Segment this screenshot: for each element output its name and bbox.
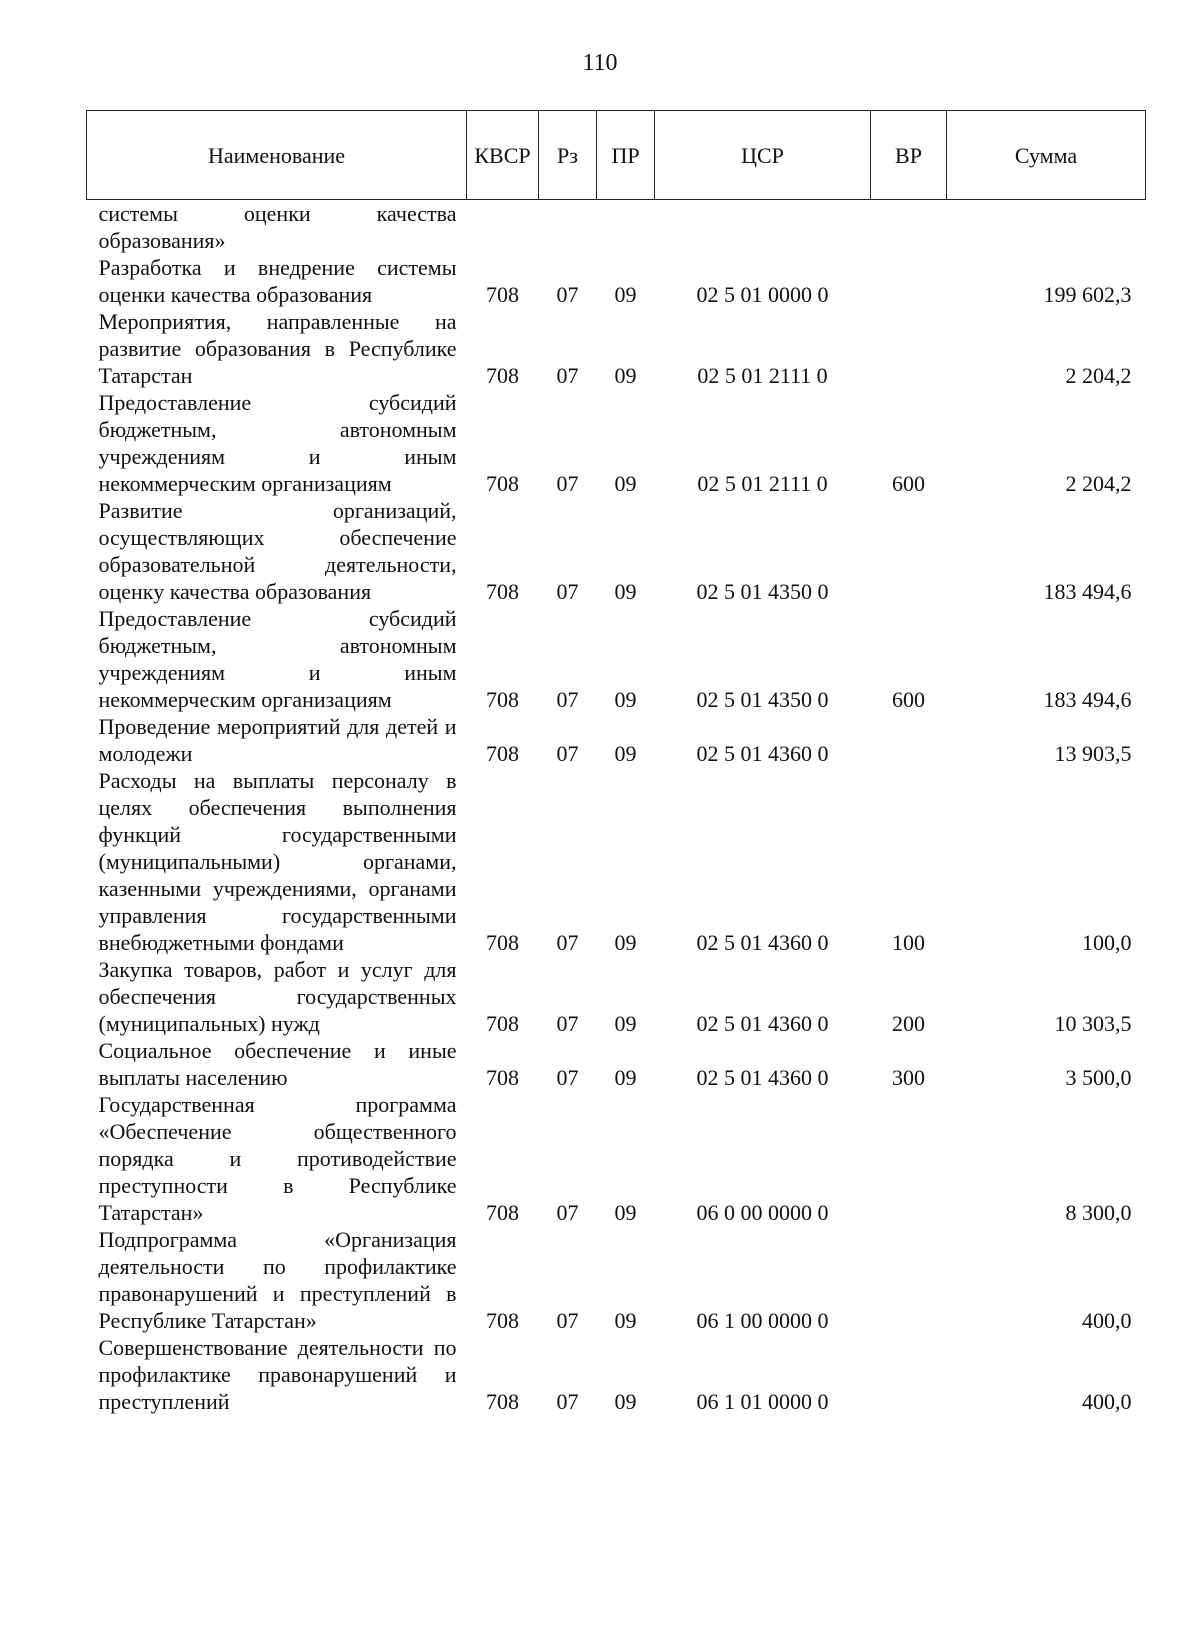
cell-sum: 100,0 (1082, 930, 1132, 955)
page-number: 110 (582, 50, 618, 76)
cell-rz: 07 (556, 1065, 579, 1090)
cell-csr: 02 5 01 4360 0 (696, 930, 829, 955)
cell-pr: 09 (614, 1389, 637, 1414)
cell-pr (597, 200, 655, 255)
cell-rz: 07 (556, 579, 579, 604)
cell-kvsr: 708 (486, 1011, 519, 1036)
cell-vr (871, 1226, 947, 1334)
cell-csr: 02 5 01 0000 0 (696, 282, 829, 307)
cell-pr: 09 (614, 579, 637, 604)
cell-kvsr: 708 (486, 1065, 519, 1090)
cell-vr (871, 308, 947, 389)
cell-sum: 8 300,0 (1065, 1200, 1132, 1225)
cell-csr: 02 5 01 2111 0 (697, 471, 828, 496)
cell-sum: 2 204,2 (1065, 363, 1132, 388)
cell-vr (871, 497, 947, 605)
cell-pr: 09 (614, 363, 637, 388)
cell-rz: 07 (556, 741, 579, 766)
table-row (87, 497, 1146, 605)
table-row (87, 1091, 1146, 1226)
cell-sum: 10 303,5 (1054, 1011, 1132, 1036)
table-row (87, 1226, 1146, 1334)
cell-name: Развитие организаций, осуществляющих обеспечение образовательной деятельности, оценку качества образования (98, 498, 457, 604)
cell-vr (871, 1091, 947, 1226)
cell-rz: 07 (556, 1308, 579, 1333)
cell-rz: 07 (556, 1389, 579, 1414)
cell-kvsr: 708 (486, 282, 519, 307)
cell-sum: 13 903,5 (1054, 741, 1132, 766)
cell-rz: 07 (556, 363, 579, 388)
cell-kvsr: 708 (486, 363, 519, 388)
cell-sum: 183 494,6 (1043, 687, 1132, 712)
table-row (87, 767, 1146, 956)
cell-csr: 02 5 01 4360 0 (696, 1065, 829, 1090)
cell-rz: 07 (556, 1011, 579, 1036)
cell-name: Закупка товаров, работ и услуг для обеспечения государственных (муниципальных) нужд (98, 957, 457, 1036)
cell-name: Разработка и внедрение системы оценки качества образования (98, 255, 457, 307)
cell-sum: 183 494,6 (1043, 579, 1132, 604)
cell-pr: 09 (614, 687, 637, 712)
cell-csr: 06 1 01 0000 0 (696, 1389, 829, 1414)
header-name: Наименование (87, 111, 467, 200)
cell-pr: 09 (614, 471, 637, 496)
cell-pr: 09 (614, 930, 637, 955)
table-row (87, 1037, 1146, 1091)
cell-sum: 400,0 (1082, 1389, 1132, 1414)
cell-kvsr: 708 (486, 1200, 519, 1225)
cell-kvsr (467, 200, 539, 255)
cell-pr: 09 (614, 282, 637, 307)
cell-csr (655, 200, 871, 255)
cell-name: Социальное обеспечение и иные выплаты населению (98, 1038, 457, 1090)
cell-csr: 02 5 01 4360 0 (696, 1011, 829, 1036)
cell-kvsr: 708 (486, 1389, 519, 1414)
cell-sum: 400,0 (1082, 1308, 1132, 1333)
header-pr: ПР (597, 111, 655, 200)
cell-rz: 07 (556, 471, 579, 496)
table-row (87, 308, 1146, 389)
cell-name: Подпрограмма «Организация деятельности по профилактике правонарушений и преступлений в Республике Татарстан» (98, 1227, 457, 1333)
cell-name: Расходы на выплаты персоналу в целях обеспечения выполнения функций государственными (муниципальными) органами, казенными учреждениями, органами управления государственными внебюджетными фондами (98, 768, 457, 955)
cell-vr (871, 200, 947, 255)
cell-csr: 02 5 01 2111 0 (697, 363, 828, 388)
cell-name: Предоставление субсидий бюджетным, автономным учреждениям и иным некоммерческим организациям (98, 390, 457, 496)
cell-kvsr: 708 (486, 579, 519, 604)
cell-vr (871, 1334, 947, 1415)
cell-rz (539, 200, 597, 255)
cell-pr: 09 (614, 1065, 637, 1090)
cell-kvsr: 708 (486, 1308, 519, 1333)
budget-table (86, 110, 1146, 1415)
cell-csr: 06 0 00 0000 0 (696, 1200, 829, 1225)
cell-vr: 600 (892, 687, 925, 712)
cell-pr: 09 (614, 1011, 637, 1036)
header-csr: ЦСР (655, 111, 871, 200)
table-row (87, 389, 1146, 497)
cell-vr (871, 254, 947, 308)
cell-csr: 02 5 01 4350 0 (696, 579, 829, 604)
cell-kvsr: 708 (486, 471, 519, 496)
cell-pr: 09 (614, 741, 637, 766)
table-row (87, 254, 1146, 308)
cell-sum: 199 602,3 (1043, 282, 1132, 307)
cell-kvsr: 708 (486, 687, 519, 712)
cell-name: системы оценки качества образования» (98, 201, 457, 253)
cell-rz: 07 (556, 687, 579, 712)
cell-name: Мероприятия, направленные на развитие образования в Республике Татарстан (98, 309, 457, 388)
cell-csr: 02 5 01 4350 0 (696, 687, 829, 712)
cell-vr: 200 (892, 1011, 925, 1036)
cell-vr (871, 713, 947, 767)
header-vr: ВР (871, 111, 947, 200)
cell-rz: 07 (556, 282, 579, 307)
cell-sum (947, 200, 1146, 255)
header-kvsr: КВСР (467, 111, 539, 200)
table-row (87, 956, 1146, 1037)
cell-name: Предоставление субсидий бюджетным, автономным учреждениям и иным некоммерческим организациям (98, 606, 457, 712)
cell-vr: 100 (892, 930, 925, 955)
cell-name: Совершенствование деятельности по профилактике правонарушений и преступлений (98, 1335, 457, 1414)
cell-name: Проведение мероприятий для детей и молодежи (98, 714, 457, 766)
cell-rz: 07 (556, 930, 579, 955)
cell-csr: 02 5 01 4360 0 (696, 741, 829, 766)
cell-pr: 09 (614, 1308, 637, 1333)
cell-name: Государственная программа «Обеспечение общественного порядка и противодействие преступности в Республике Татарстан» (98, 1092, 457, 1225)
cell-pr: 09 (614, 1200, 637, 1225)
cell-rz: 07 (556, 1200, 579, 1225)
table-row (87, 200, 1146, 255)
cell-sum: 3 500,0 (1065, 1065, 1132, 1090)
cell-kvsr: 708 (486, 930, 519, 955)
header-sum: Сумма (947, 111, 1146, 200)
cell-vr: 600 (892, 471, 925, 496)
table-body (87, 200, 1146, 1416)
cell-sum: 2 204,2 (1065, 471, 1132, 496)
table-header (87, 111, 1146, 200)
table-row (87, 713, 1146, 767)
cell-csr: 06 1 00 0000 0 (696, 1308, 829, 1333)
cell-kvsr: 708 (486, 741, 519, 766)
cell-vr: 300 (892, 1065, 925, 1090)
table-row (87, 1334, 1146, 1415)
table-row (87, 605, 1146, 713)
header-rz: Рз (539, 111, 597, 200)
